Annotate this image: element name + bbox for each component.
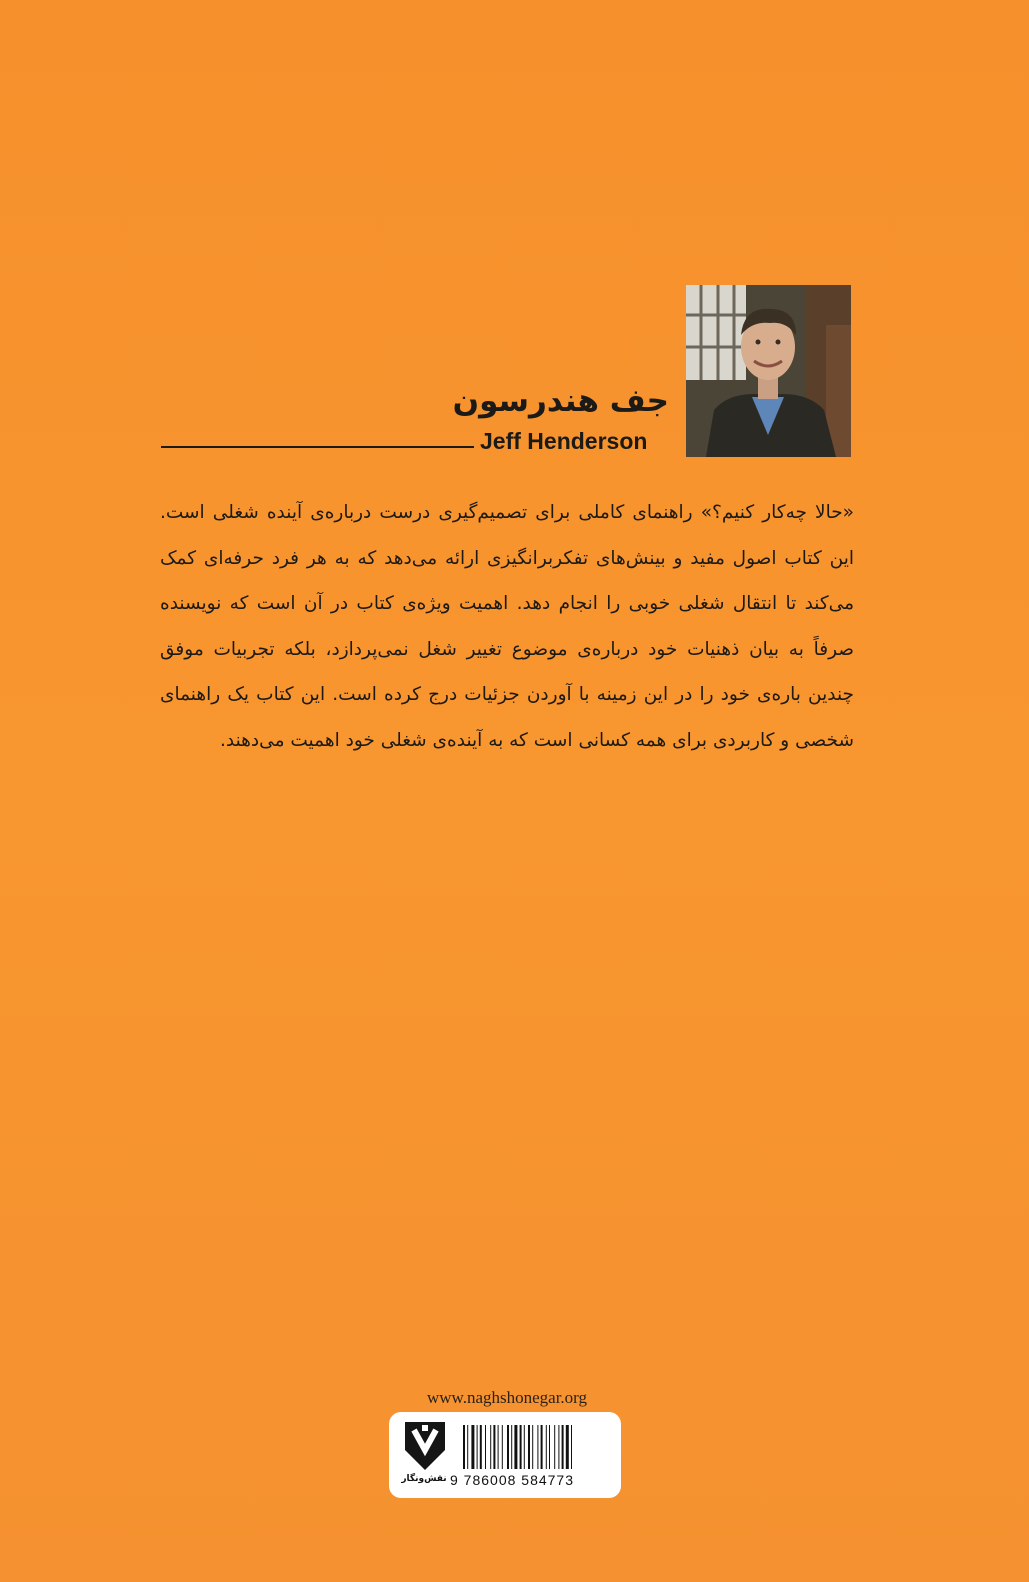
isbn-number: 9 786008 584773 — [450, 1472, 574, 1488]
book-description — [160, 490, 854, 763]
description-paragraph: «حالا چه‌کار کنیم؟» راهنمای کاملی برای تصمیم‌گیری درست درباره‌ی آینده شغلی است. این کتاب اصول مفید و بینش‌های تفکربرانگیزی ارائه می‌دهد که به هر فرد حرفه‌ای کمک می‌کند تا انتقال شغلی خوبی را انجام دهد. اهمیت ویژه‌ی کتاب در آن است که نویسنده صرفاً به بیان ذهنیات خود درباره‌ی موضوع تغییر شغل نمی‌پردازد، بلکه تجربیات موفق چندین باره‌ی خود را در این زمینه با آوردن جزئیات درج کرده است. این کتاب یک راهنمای شخصی و کاربردی برای همه کسانی است که به آینده‌ی شغلی خود اهمیت می‌دهند. — [160, 502, 854, 751]
divider-line — [161, 446, 474, 448]
publisher-name: نقش‌ونگار — [401, 1474, 447, 1484]
author-name-english: Jeff Henderson — [480, 428, 648, 454]
author-name-persian: جف هندرسون — [452, 383, 669, 419]
barcode-icon — [462, 1425, 612, 1469]
author-photo — [686, 285, 851, 457]
publisher-website: www.naghshonegar.org — [426, 1388, 588, 1407]
